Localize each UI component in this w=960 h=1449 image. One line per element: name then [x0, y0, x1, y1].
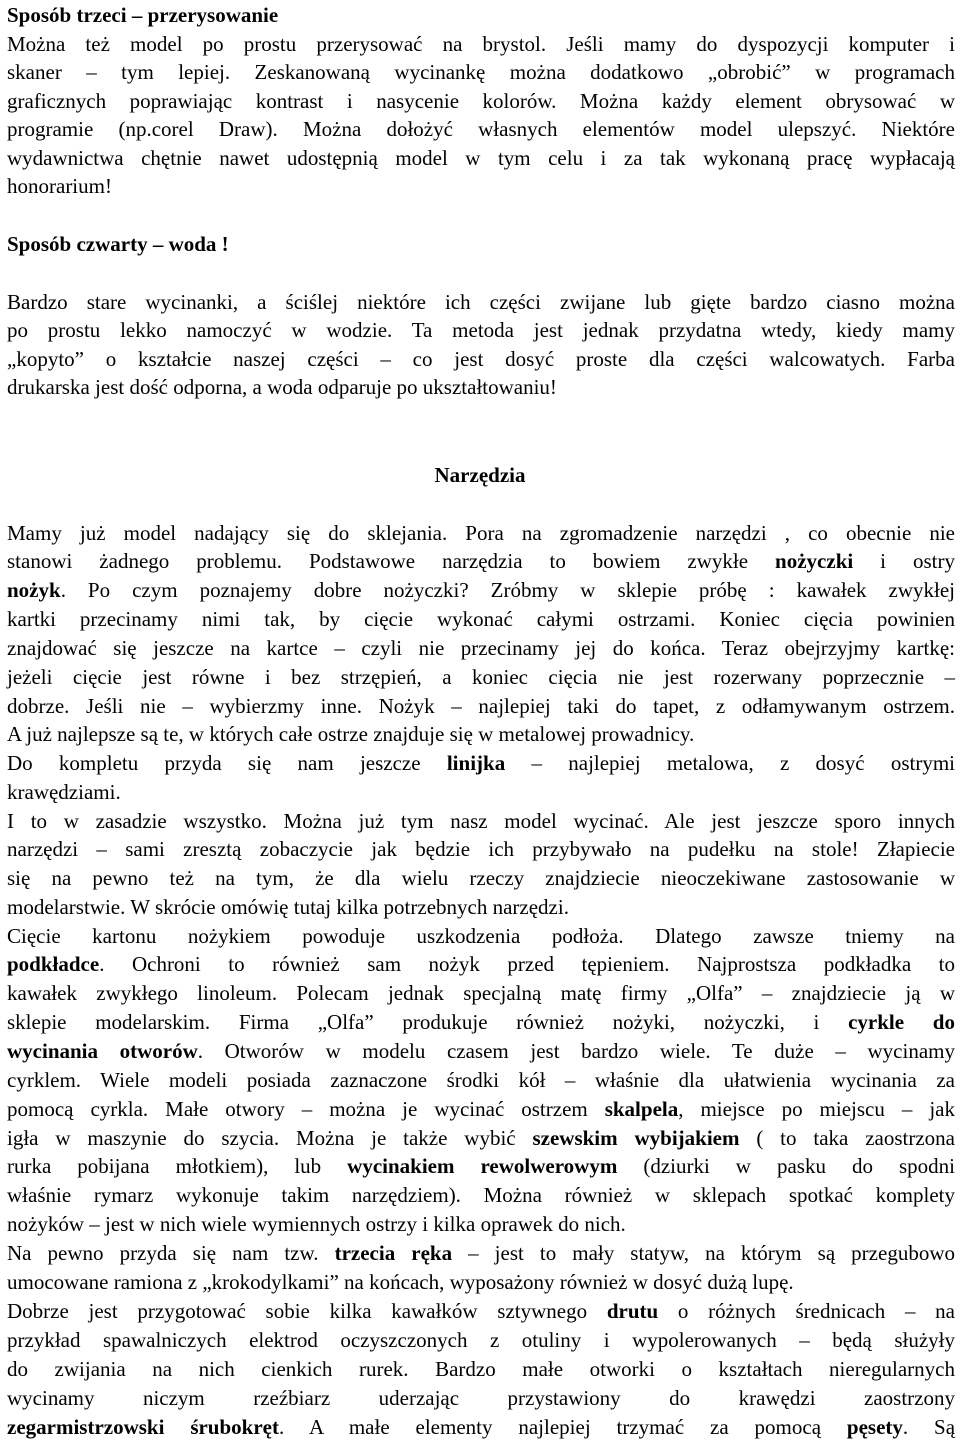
paragraph-line: przykład spawalniczych elektrod oczyszczonych z otuliny i wypolerowanych – będą służyły: [7, 1328, 955, 1352]
bold-term: wycinania otworów: [7, 1039, 198, 1063]
paragraph-line: [7, 1152, 955, 1181]
paragraph-line: jeżeli cięcie jest równe i bez strzępień, a koniec cięcia nie jest rozerwany poprzecznie –: [7, 665, 955, 689]
paragraph-line: Cięcie kartonu nożykiem powoduje uszkodzenia podłoża. Dlatego zawsze tniemy na: [7, 924, 955, 948]
text-run: pomocą cyrkla. Małe otwory – można je wycinać ostrzem: [7, 1097, 605, 1121]
bold-term: nożyk: [7, 578, 61, 602]
paragraph-line: [7, 1413, 955, 1442]
paragraph-line: [7, 1037, 955, 1066]
paragraph-line: „kopyto” o kształcie naszej części – co jest dosyć proste dla części walcowatych. Farba: [7, 347, 955, 371]
text-run: . Otworów w modelu czasem jest bardzo wiele. Te duże – wycinamy: [197, 1039, 955, 1063]
text-run: ( to taka zaostrzona: [739, 1126, 955, 1150]
bold-term: wycinakiem rewolwerowym: [347, 1154, 618, 1178]
bold-term: trzecia ręka: [334, 1241, 453, 1265]
paragraph-line: programie (np.corel Draw). Można dołożyć własnych elementów model ulepszyć. Niektóre: [7, 117, 955, 141]
text-run: . Po czym poznajemy dobre nożyczki? Zróbmy w sklepie próbę : kawałek zwykłej: [60, 578, 955, 602]
bold-term: szewskim wybijakiem: [532, 1126, 740, 1150]
text-run: igła w maszynie do szycia. Można je także wybić: [7, 1126, 533, 1150]
paragraph-line: nożyków – jest w nich wiele wymiennych ostrzy i kilka oprawek do nich.: [7, 1212, 626, 1236]
text-run: o różnych średnicach – na: [658, 1299, 955, 1323]
paragraph-line: się na pewno też na tym, że dla wielu rzeczy znajdziecie nieoczekiwane zastosowanie w: [7, 866, 955, 890]
paragraph-line: właśnie rymarz wykonuje takim narzędziem). Można również w sklepach spotkać komplety: [7, 1183, 955, 1207]
bold-term: cyrkle do: [848, 1010, 955, 1034]
text-run: . A małe elementy najlepiej trzymać za pomocą: [279, 1415, 847, 1439]
paragraph-line: honorarium!: [7, 174, 112, 198]
text-run: i ostry: [853, 549, 955, 573]
paragraph-line: kawałek zwykłego linoleum. Polecam jednak specjalną matę firmy „Olfa” – znajdziecie ją w: [7, 981, 955, 1005]
text-run: – jest to mały statyw, na którym są przegubowo: [452, 1241, 955, 1265]
paragraph-line: A już najlepsze są te, w których całe ostrze znajduje się w metalowej prowadnicy.: [7, 722, 695, 746]
paragraph-line: [7, 1124, 955, 1153]
paragraph-line: Można też model po prostu przerysować na brystol. Jeśli mamy do dyspozycji komputer i: [7, 32, 955, 56]
paragraph-line: umocowane ramiona z „krokodylkami” na końcach, wyposażony również w dosyć dużą lupę.: [7, 1270, 794, 1294]
paragraph-line: [7, 1297, 955, 1326]
text-run: rurka pobijana młotkiem), lub: [7, 1154, 348, 1178]
bold-term: pęsety: [846, 1415, 903, 1439]
bold-term: linijka: [446, 751, 506, 775]
bold-term: skalpela: [604, 1097, 679, 1121]
paragraph-line: graficznych poprawiając kontrast i nasycenie kolorów. Można każdy element obrysować w: [7, 89, 955, 113]
paragraph-line: [7, 1239, 955, 1268]
text-run: , miejsce po miejscu – jak: [678, 1097, 955, 1121]
paragraph-line: Mamy już model nadający się do sklejania. Pora na zgromadzenie narzędzi , co obecnie nie: [7, 521, 955, 545]
paragraph-line: [7, 547, 955, 576]
paragraph-line: cyrklem. Wiele modeli posiada zaznaczone środki kół – właśnie dla ułatwienia wycinania za: [7, 1068, 955, 1092]
section-heading: Sposób trzeci – przerysowanie: [7, 3, 279, 27]
paragraph-line: kartki przecinamy nimi tak, by cięcie wykonać całymi ostrzami. Koniec cięcia powinien: [7, 607, 955, 631]
text-run: (dziurki w pasku do spodni: [617, 1154, 955, 1178]
paragraph-line: [7, 576, 955, 605]
bold-term: zegarmistrzowski śrubokręt: [7, 1415, 279, 1439]
text-run: Do kompletu przyda się nam jeszcze: [7, 751, 447, 775]
bold-term: drutu: [606, 1299, 659, 1323]
paragraph-line: dobrze. Jeśli nie – wybierzmy inne. Nożyk – najlepiej taki do tapet, z odłamywanym ostrzem.: [7, 694, 955, 718]
text-run: – najlepiej metalowa, z dosyć ostrymi: [505, 751, 955, 775]
paragraph-line: narzędzi – sami zresztą zobaczycie jak będzie ich przybywało na pudełku na stole! Złapiecie: [7, 837, 955, 861]
paragraph-line: wycinamy niczym rzeźbiarz uderzając przystawiony do krawędzi zaostrzony: [7, 1386, 955, 1410]
paragraph-line: wydawnictwa chętnie nawet udostępnią model w tym celu i za tak wykonaną pracę wypłacają: [7, 146, 955, 170]
paragraph-line: modelarstwie. W skrócie omówię tutaj kilka potrzebnych narzędzi.: [7, 895, 569, 919]
text-run: Na pewno przyda się nam tzw.: [7, 1241, 335, 1265]
paragraph-line: znajdować się jeszcze na kartce – czyli nie przecinamy jej do końca. Teraz obejrzyjmy kartkę:: [7, 636, 955, 660]
paragraph-line: [7, 950, 955, 979]
text-run: Dobrze jest przygotować sobie kilka kawałków sztywnego: [7, 1299, 607, 1323]
paragraph-line: [7, 749, 955, 778]
text-run: stanowi żadnego problemu. Podstawowe narzędzia to bowiem zwykłe: [7, 549, 776, 573]
paragraph-line: do zwijania na nich cienkich rurek. Bardzo małe otworki o kształtach nieregularnych: [7, 1357, 955, 1381]
paragraph-line: drukarska jest dość odporna, a woda odparuje po ukształtowaniu!: [7, 375, 557, 399]
paragraph-line: krawędziami.: [7, 780, 121, 804]
paragraph-line: po prostu lekko namoczyć w wodzie. Ta metoda jest jednak przydatna wtedy, kiedy mamy: [7, 318, 955, 342]
paragraph-line: skaner – tym lepiej. Zeskanowaną wycinankę można dodatkowo „obrobić” w programach: [7, 60, 955, 84]
text-run: . Są: [902, 1415, 956, 1439]
paragraph-line: [7, 1095, 955, 1124]
paragraph-line: [7, 1008, 955, 1037]
paragraph-line: Bardzo stare wycinanki, a ściślej niektóre ich części zwijane lub gięte bardzo ciasno można: [7, 290, 955, 314]
bold-term: podkładce: [7, 952, 100, 976]
section-heading-centered: Narzędzia: [434, 463, 526, 487]
bold-term: nożyczki: [775, 549, 854, 573]
section-heading: Sposób czwarty – woda !: [7, 232, 229, 256]
text-run: sklepie modelarskim. Firma „Olfa” produkuje również nożyki, nożyczki, i: [7, 1010, 849, 1034]
text-run: . Ochroni to również sam nożyk przed tępieniem. Najprostsza podkładka to: [99, 952, 955, 976]
paragraph-line: I to w zasadzie wszystko. Można już tym nasz model wycinać. Ale jest jeszcze sporo innych: [7, 809, 955, 833]
